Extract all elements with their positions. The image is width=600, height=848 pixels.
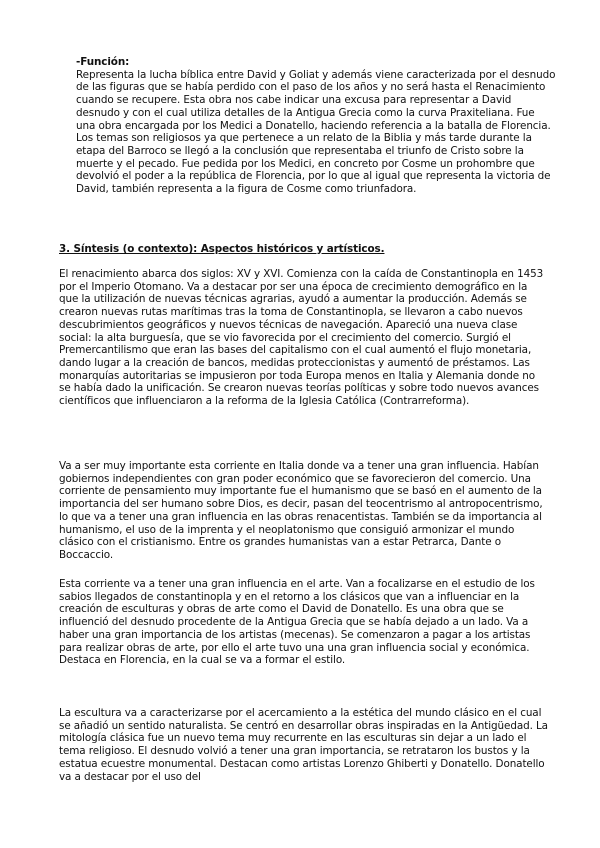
- context-paragraph-3: Esta corriente va a tener una gran influencia en el arte. Van a focalizarse en el estudio de los sabios llegados de constantinopla y en el retorno a los clásicos que van a influenciar en la creación de esculturas y obras de arte como el David de Donatello. Es una obra que se influenció del desnudo procedente de la Antigua Grecia que se había dejado a un lado. Va a haber una gran importancia de los artistas (mecenas). Se comenzaron a pagar a los artistas para realizar obras de arte, por ello el arte tuvo una una gran influencia social y económica. Destaca en Florencia, en la cual se va a formar el estilo.: [59, 578, 535, 667]
- context-paragraph-1: El renacimiento abarca dos siglos: XV y XVI. Comienza con la caída de Constantinopla en 1453 por el Imperio Otomano. Va a destacar por ser una época de crecimiento demográfico en la que la utilización de nuevas técnicas agrarias, ayudó a aumentar la producción. Además se crearon nuevas rutas marítimas tras la toma de Constantinopla, se llevaron a cabo nuevos descubrimientos geográficos y nuevos técnicas de navegación. Apareció una nueva clase social: la alta burguesía, que se vio favorecida por el crecimiento del comercio. Surgió el Premercantilismo que eran las bases del capitalismo con el cual aumentó el flujo monetaria, dando lugar a la creación de bancos, medidas proteccionistas y aumentó de préstamos. Las monarquías autoritarias se impusieron por toda Europa menos en Italia y Alemania donde no se había dado la unificación. Se crearon nuevas teorías políticas y sobre todo nuevos avances científicos que influenciaron a la reforma de la Iglesia Católica (Contrarreforma).: [59, 268, 544, 408]
- context-paragraph-2: Va a ser muy importante esta corriente en Italia donde va a tener una gran influencia. Habían gobiernos independientes con gran poder económico que se favorecieron del comercio. Una corriente de pensamiento muy importante fue el humanismo que se basó en el aumento de la importancia del ser humano sobre Dios, es decir, pasan del teocentrismo al antropocentrismo, lo que va a tener una gran influencia en las obras renacentistas. También se da importancia al humanismo, el uso de la imprenta y el neoplatonismo que consiguió armonizar el mundo clásico con el cristianismo. Entre os grandes humanistas van a estar Petrarca, Dante o Boccaccio.: [59, 460, 543, 561]
- funcion-paragraph: Representa la lucha bíblica entre David y Goliat y además viene caracterizada por el desnudo de las figuras que se había perdido con el paso de los años y no será hasta el Renacimiento cuando se recupere. Esta obra nos cabe indicar una excusa para representar a David desnudo y con el cual utiliza detalles de la Antigua Grecia como la curva Praxiteliana. Fue una obra encargada por los Medici a Donatello, haciendo referencia a la batalla de Florencia. Los temas son religiosos ya que pertenece a un relato de la Biblia y más tarde durante la etapa del Barroco se llegó a la conclusión que representaba el triunfo de Cristo sobre la muerte y el pecado. Fue pedida por los Medici, en concreto por Cosme un prohombre que devolvió el poder a la república de Florencia, por lo que al igual que representa la victoria de David, también representa a la figura de Cosme como triunfadora.: [76, 68, 556, 196]
- funcion-label: -Función:: [76, 56, 130, 68]
- section-3-heading: 3. Síntesis (o contexto): Aspectos históricos y artísticos.: [59, 243, 385, 255]
- funcion-section: [76, 56, 556, 196]
- context-paragraph-4: La escultura va a caracterizarse por el acercamiento a la estética del mundo clásico en el cual se añadió un sentido naturalista. Se centró en desarrollar obras inspiradas en la Antigüedad. La mitología clásica fue un nuevo tema muy recurrente en las esculturas sin dejar a un lado el tema religioso. El desnudo volvió a tener una gran importancia, se retrataron los bustos y la estatua ecuestre monumental. Destacan como artistas Lorenzo Ghiberti y Donatello. Donatello va a destacar por el uso del: [59, 707, 548, 783]
